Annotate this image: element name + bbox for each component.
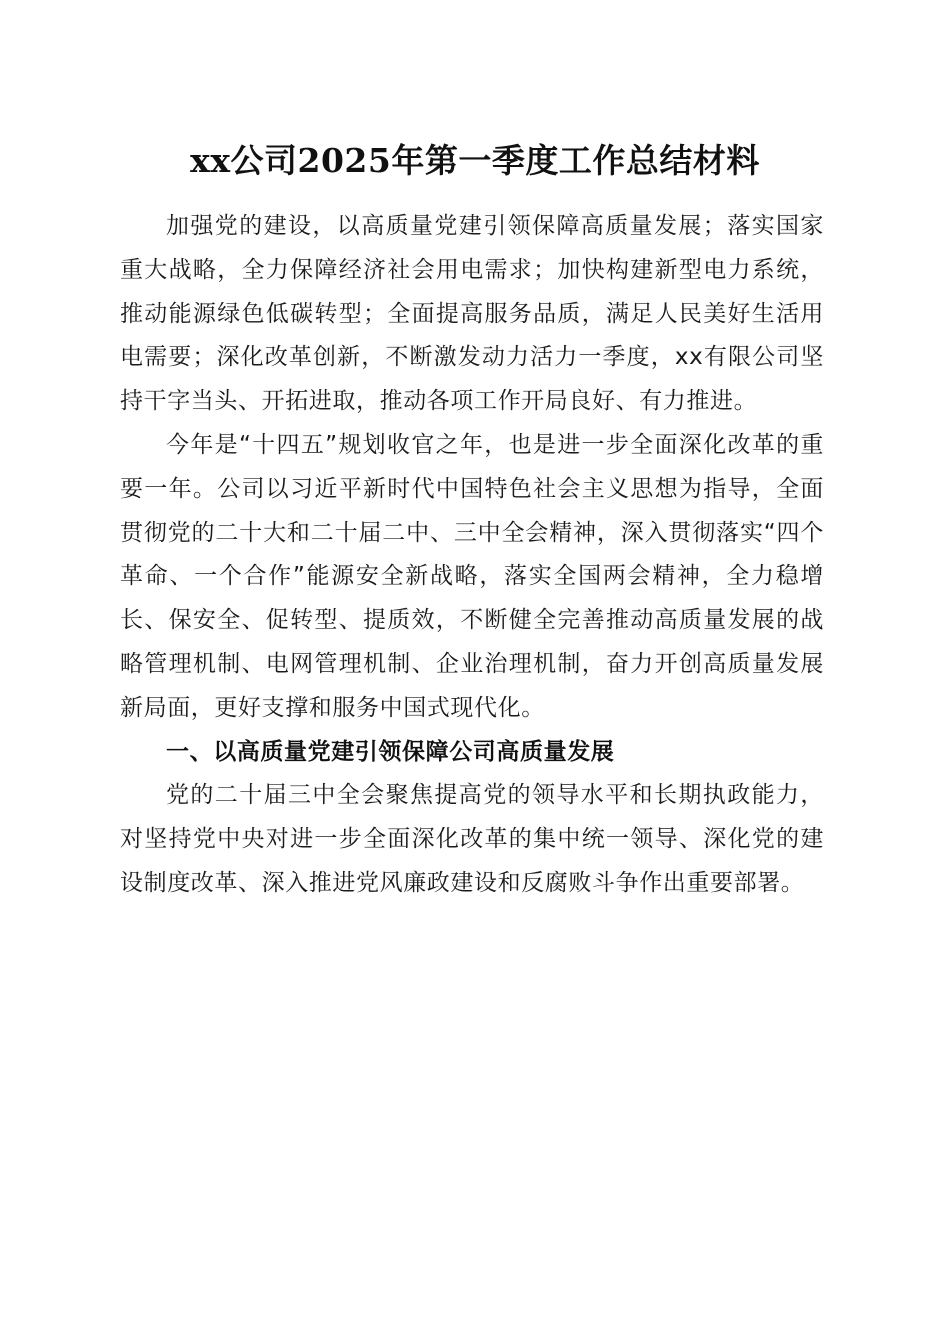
section-heading: 一、以高质量党建引领保障公司高质量发展	[166, 738, 615, 765]
paragraph: 加强党的建设，以高质量党建引领保障高质量发展；落实国家重大战略，全力保障经济社会用电需求；加快构建新型电力系统，推动能源绿色低碳转型；全面提高服务品质，满足人民美好生活用电需要；深化改革创新，不断激发动力活力一季度，xx有限公司坚持干字当头、开拓进取，推动各项工作开局良好、有力推进。	[120, 213, 824, 415]
document-title: xx公司2025年第一季度工作总结材料	[190, 141, 760, 180]
document-body	[120, 205, 824, 906]
paragraph: 今年是“十四五”规划收官之年，也是进一步全面深化改革的重要一年。公司以习近平新时代中国特色社会主义思想为指导，全面贯彻党的二十大和二十届二中、三中全会精神，深入贯彻落实“四个革命、一个合作”能源安全新战略，落实全国两会精神，全力稳增长、保安全、促转型、提质效，不断健全完善推动高质量发展的战略管理机制、电网管理机制、企业治理机制，奋力开创高质量发展新局面，更好支撑和服务中国式现代化。	[120, 431, 824, 721]
paragraph: 党的二十届三中全会聚焦提高党的领导水平和长期执政能力，对坚持党中央对进一步全面深化改革的集中统一领导、深化党的建设制度改革、深入推进党风廉政建设和反腐败斗争作出重要部署。	[120, 782, 824, 896]
